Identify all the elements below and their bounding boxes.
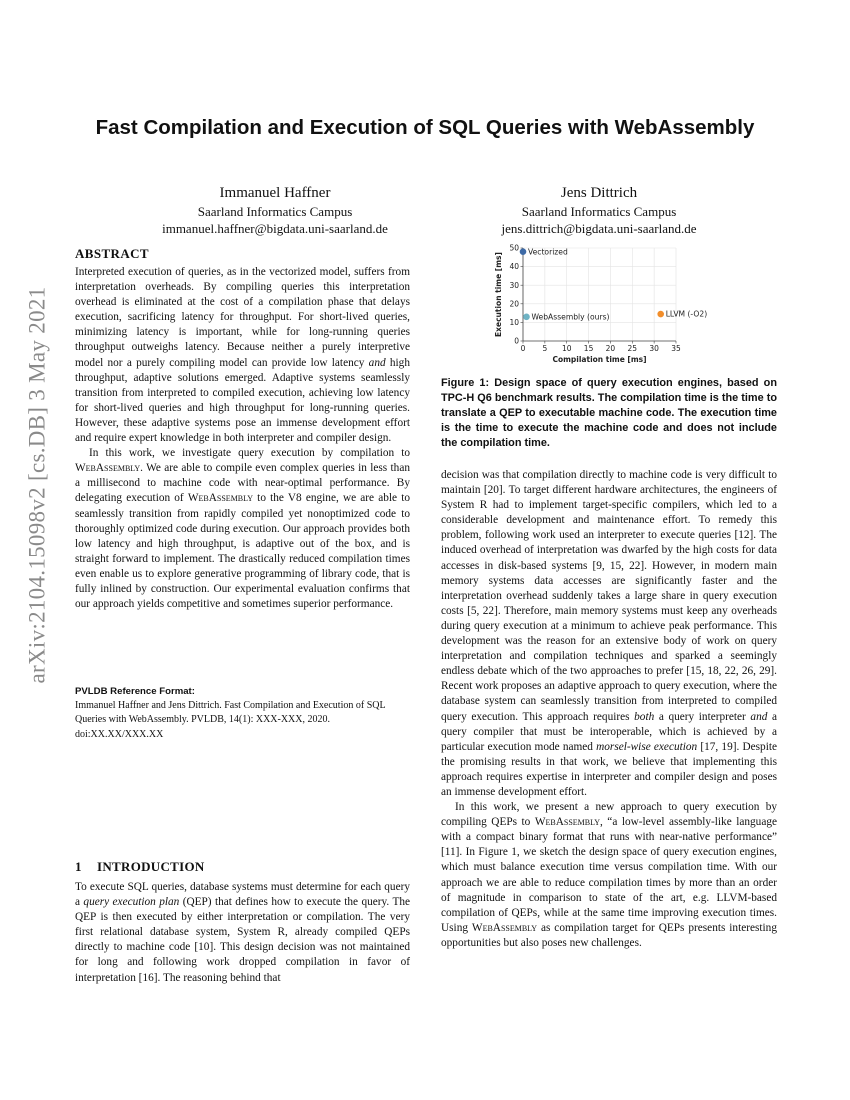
text-run: [17, 19]. Despite the promising results in that work, we believe that implementing this approach requires expertise in interpreter and compiler design and poses an immense development effort. (441, 740, 778, 798)
author-affiliation: Saarland Informatics Campus (521, 204, 677, 219)
text-run: (QEP) that defines how to execute the query. The QEP is then executed by either interpretation or compilation. The very first relational database system, System R, already compiled QEPs directly to machine code [10]. This design decision was not maintained for long and following work dropped compilation in favor of interpretation [16]. The reasoning behind that (75, 896, 411, 984)
y-tick-label: 30 (509, 280, 519, 290)
abstract-paragraph-1 (75, 265, 410, 446)
x-tick-label: 15 (583, 344, 594, 353)
text-run: In this work, we present a new approach to query execution by compiling QEPs to (441, 801, 777, 829)
reference-format-text: Immanuel Haffner and Jens Dittrich. Fast Compilation and Execution of SQL Queries with WebAssembly. PVLDB, 14(1): XXX-XXX, 2020. (75, 700, 386, 726)
text-emphasis: and (750, 710, 768, 723)
text-run: Interpreted execution of queries, as in the vectorized model, suffers from interpretation overheads. By compiling queries this interpretation overhead is eliminated at the cost of a compilation phase that delays execution, sacrificing latency for throughput. For short-lived queries, minimizing latency is important, while for long-running queries throughput outweighs latency. Because neither a purely interpretive model nor a purely compiling model can provide low latency (75, 266, 410, 369)
author-affiliation: Saarland Informatics Campus (197, 204, 353, 219)
text-emphasis: and (368, 356, 386, 369)
data-point (523, 314, 530, 321)
arxiv-identifier-text: arXiv:2104.15098v2 [cs.DB] 3 May 2021 (24, 286, 50, 684)
text-run: a query interpreter (654, 710, 751, 723)
right-paragraph-1 (441, 468, 777, 800)
author-email: immanuel.haffner@bigdata.uni-saarland.de (162, 221, 388, 236)
figure-1-caption: Figure 1: Design space of query execution engines, based on TPC-H Q6 benchmark results. The compilation time is the time to translate a QEP to executable machine code. The execution time is the time to execute the machine code and does not include the compilation time. (441, 377, 777, 450)
arxiv-identifier (17, 275, 57, 695)
data-point (520, 248, 527, 255)
text-run: high throughput, adaptive solutions emerged. Adaptive systems seamlessly transition from interpreted to compiled execution, achieving low latency for short-lived queries and high throughput for long-running queries. However, these adaptive systems pose an immense development effort and require expert knowledge in both interpreter and compiler design. (75, 356, 410, 445)
author-email: jens.dittrich@bigdata.uni-saarland.de (501, 221, 697, 236)
right-column-body (441, 468, 777, 951)
x-tick-label: 35 (671, 344, 681, 353)
section-title: INTRODUCTION (97, 859, 205, 874)
y-tick-label: 20 (509, 299, 519, 309)
x-tick-label: 20 (605, 344, 616, 353)
text-run: a query compiler that must be interoperable, which is achieved by a particular execution mode named (441, 710, 777, 753)
data-point-label: WebAssembly (ours) (531, 312, 610, 322)
right-paragraph-2 (441, 800, 777, 951)
text-smallcaps: WebAssembly (534, 816, 600, 829)
reference-format-heading: PVLDB Reference Format: (75, 686, 195, 697)
author-name: Jens Dittrich (560, 185, 638, 201)
y-tick-label: 10 (509, 318, 519, 327)
x-tick-label: 25 (627, 344, 638, 353)
text-run: decision was that compilation directly to machine code is very difficult to maintain [20]. To target different hardware architectures, the engineers of System R had to implement target-specific compilers, which led to a considerable development and maintenance effort. To remedy this problem, following work used an interpreter to execute queries [12]. The induced overhead of interpretation was dwarfed by the high costs for data accesses in disk-based systems [9, 15, 22]. However, in modern main memory systems data accesses are significantly faster and the interpretation overhead suddenly takes a large share in query execution costs [5, 22]. Therefore, main memory systems must keep any overheads during query execution at a minimum to achieve peak performance. This development was the reason for an extensive body of work on query interpretation and compilation techniques and sparked a seemingly endless debate which of the two approaches to prefer [15, 18, 22, 26, 29]. Recent work proposes an adaptive approach to query execution, where the database system can seamlessly transition from interpreted to compiled query execution. This approach requires (441, 469, 777, 723)
author-block-1 (105, 183, 445, 237)
data-point-label: Vectorized (528, 247, 568, 257)
author-name: Immanuel Haffner (219, 185, 331, 201)
figure-1-chart (490, 240, 730, 375)
y-tick-label: 50 (509, 243, 519, 253)
section-heading-introduction (75, 859, 205, 875)
text-run: . We are able to compile even complex queries in less than a millisecond to machine code with near-optimal performance. By delegating execution of (75, 462, 410, 505)
x-tick-label: 30 (649, 344, 659, 353)
y-tick-label: 40 (509, 262, 519, 272)
paper-title: Fast Compilation and Execution of SQL Queries with WebAssembly (95, 116, 755, 139)
introduction-paragraph-1 (75, 880, 410, 986)
abstract-heading: ABSTRACT (75, 246, 149, 261)
x-tick-label: 10 (561, 344, 572, 353)
author-block-2 (429, 183, 769, 237)
section-number: 1 (75, 859, 82, 874)
x-axis-label: Compilation time [ms] (552, 355, 647, 364)
text-emphasis: morsel-wise execution (596, 740, 698, 753)
abstract-paragraph-2 (75, 446, 410, 612)
text-smallcaps: WebAssembly (471, 921, 538, 934)
text-smallcaps: WebAssembly (75, 462, 141, 475)
x-tick-label: 5 (542, 344, 548, 353)
text-smallcaps: WebAssembly (187, 492, 254, 505)
text-emphasis: both (634, 710, 655, 723)
introduction-body (75, 880, 410, 986)
data-point (657, 311, 664, 318)
y-axis-label: Execution time [ms] (494, 252, 503, 337)
text-emphasis: query execution plan (83, 896, 180, 909)
reference-format (75, 685, 410, 742)
text-run: as compilation target for QEPs presents interesting opportunities but also poses new challenges. (441, 921, 777, 949)
x-tick-label: 0 (520, 344, 526, 353)
reference-format-doi: doi:XX.XX/XXX.XX (75, 728, 164, 740)
text-run: To execute SQL queries, database systems must determine for each query a (75, 881, 410, 909)
data-point-label: LLVM (-O2) (665, 309, 708, 319)
text-run: In this work, we investigate query execution by compilation to (89, 447, 410, 460)
text-run: to the V8 engine, we are able to seamlessly transition from rapidly compiled yet nonoptimized code to thoroughly optimized code during execution. Our approach provides both low latency and high throughput, is adaptive out of the box, and is straight forward to implement. The drastically reduced compilation times even enable us to explore generative programming of library code, that is fully inlined by construction. Our experimental evaluation confirms that our approach yields competitive and sometimes superior performance. (75, 492, 410, 611)
text-run: , “a low-level assembly-like language with a compact binary format that runs with near-native performance” [11]. In Figure 1, we sketch the design space of query execution engines, which must balance execution time versus compilation time. With our approach we are able to reduce compilation times by more than an order of magnitude in comparison to state of the art, e.g. LLVM-based compilation of QEPs, while at the same time improving execution times. Using (441, 816, 777, 934)
y-tick-label: 0 (514, 336, 519, 346)
abstract-body (75, 265, 410, 612)
